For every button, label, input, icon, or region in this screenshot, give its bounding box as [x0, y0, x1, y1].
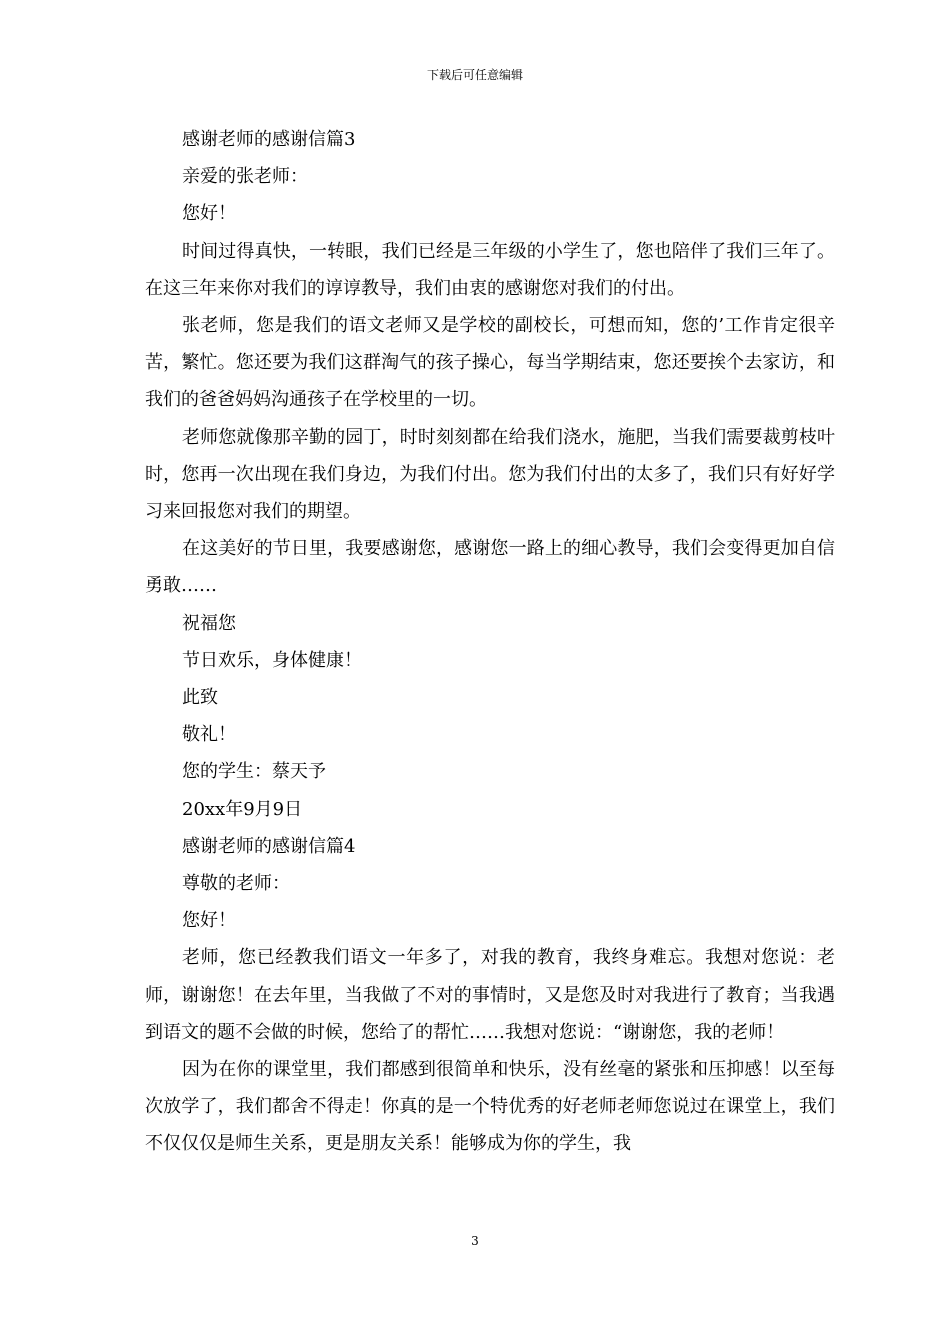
closing-line: 此致	[182, 687, 218, 709]
page-number: 3	[471, 1234, 479, 1248]
body-paragraph: 在这美好的节日里，我要感谢您，感谢您一路上的细心教导，我们会变得更加自信勇敢……	[145, 538, 835, 597]
greeting: 您好！	[182, 203, 236, 225]
body-paragraph: 张老师，您是我们的语文老师又是学校的副校长，可想而知，您的’工作肯定很辛苦，繁忙。您还要为我们这群淘气的孩子操心，每当学期结束，您还要挨个去家访，和我们的爸爸妈妈沟通孩子在学校里的一切。	[145, 315, 835, 411]
body-paragraph: 老师您就像那辛勤的园丁，时时刻刻都在给我们浇水，施肥，当我们需要裁剪枝叶时，您再一次出现在我们身边，为我们付出。您为我们付出的太多了，我们只有好好学习来回报您对我们的期望。	[145, 426, 835, 523]
salutation: 尊敬的老师：	[182, 873, 290, 895]
closing-line: 祝福您	[182, 612, 236, 634]
closing-line: 节日欢乐，身体健康！	[182, 649, 362, 671]
signature: 您的学生：蔡天予	[182, 761, 326, 783]
page-header: 下载后可任意编辑	[426, 68, 523, 82]
body-paragraph: 因为在你的课堂里，我们都感到很简单和快乐，没有丝毫的紧张和压抑感！以至每次放学了，我们都舍不得走！你真的是一个特优秀的好老师老师您说过在课堂上，我们不仅仅仅是师生关系，更是朋友关系！能够成为你的学生，我	[145, 1059, 835, 1155]
date-line: 20xx年9月9日	[182, 798, 303, 820]
body-paragraph: 时间过得真快，一转眼，我们已经是三年级的小学生了，您也陪伴了我们三年了。在这三年来你对我们的谆谆教导，我们由衷的感谢您对我们的付出。	[145, 240, 835, 299]
salutation: 亲爱的张老师：	[182, 166, 308, 188]
closing-line: 敬礼！	[182, 724, 236, 746]
body-paragraph: 老师，您已经教我们语文一年多了，对我的教育，我终身难忘。我想对您说：老师，谢谢您！在去年里，当我做了不对的事情时，又是您及时对我进行了教育；当我遇到语文的题不会做的时候，您给了的帮忙……我想对您说：“谢谢您，我的老师！	[145, 947, 835, 1043]
greeting: 您好！	[182, 910, 236, 932]
document-body	[145, 121, 835, 1163]
section-title: 感谢老师的感谢信篇4	[182, 835, 356, 857]
section-title: 感谢老师的感谢信篇3	[182, 129, 356, 150]
